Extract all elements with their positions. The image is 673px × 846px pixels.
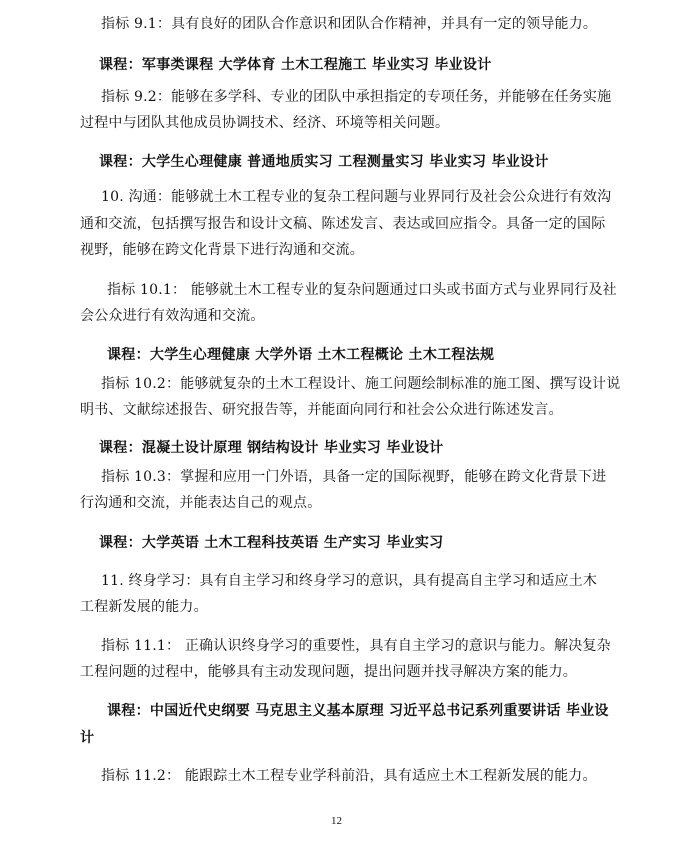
indicator-10-1-cont: 会公众进行有效沟通和交流。: [80, 308, 265, 324]
indicator-11-1-cont: 工程问题的过程中，能够具有主动发现问题，提出问题并找寻解决方案的能力。: [80, 664, 577, 680]
indicator-9-2-cont: 过程中与团队其他成员协调技术、经济、环境等相关问题。: [80, 115, 450, 131]
indicator-9-1: 指标 9.1：具有良好的团队合作意识和团队合作精神，并具有一定的领导能力。: [101, 16, 598, 32]
requirement-10: 10. 沟通：能够就土木工程专业的复杂工程问题与业界同行及社会公众进行有效沟: [101, 189, 612, 205]
page-number: 12: [331, 815, 342, 827]
indicator-10-3: 指标 10.3：掌握和应用一门外语，具备一定的国际视野，能够在跨文化背景下进: [101, 469, 607, 485]
indicator-10-2: 指标 10.2：能够就复杂的土木工程设计、施工问题绘制标准的施工图、撰写设计说: [101, 376, 621, 392]
indicator-10-1: 指标 10.1： 能够就土木工程专业的复杂问题通过口头或书面方式与业界同行及社: [107, 282, 617, 298]
indicator-11-2: 指标 11.2： 能跟踪土木工程专业学科前沿，具有适应土木工程新发展的能力。: [101, 768, 597, 784]
requirement-10-cont-2: 视野，能够在跨文化背景下进行沟通和交流。: [80, 242, 364, 258]
course-list-10-1: 课程：大学生心理健康 大学外语 土木工程概论 土木工程法规: [107, 347, 495, 363]
course-list-11-1: 课程：中国近代史纲要 马克思主义基本原理 习近平总书记系列重要讲话 毕业设: [107, 703, 609, 719]
indicator-11-1: 指标 11.1： 正确认识终身学习的重要性，具有自主学习的意识与能力。解决复杂: [101, 638, 611, 654]
course-list-9-1: 课程：军事类课程 大学体育 土木工程施工 毕业实习 毕业设计: [99, 57, 492, 73]
requirement-10-cont-1: 通和交流，包括撰写报告和设计文稿、陈述发言、表达或回应指令。具备一定的国际: [80, 216, 606, 232]
requirement-11: 11. 终身学习：具有自主学习和终身学习的意识，具有提高自主学习和适应土木: [101, 573, 598, 589]
course-list-11-1-cont: 计: [80, 730, 95, 746]
indicator-10-3-cont: 行沟通和交流，并能表达自己的观点。: [80, 495, 322, 511]
indicator-10-2-cont: 明书、文献综述报告、研究报告等，并能面向同行和社会公众进行陈述发言。: [80, 402, 563, 418]
requirement-11-cont: 工程新发展的能力。: [80, 599, 208, 615]
indicator-9-2: 指标 9.2：能够在多学科、专业的团队中承担指定的专项任务，并能够在任务实施: [101, 89, 612, 105]
course-list-10-3: 课程：大学英语 土木工程科技英语 生产实习 毕业实习: [99, 535, 444, 551]
course-list-10-2: 课程：混凝土设计原理 钢结构设计 毕业实习 毕业设计: [99, 440, 444, 456]
course-list-9-2: 课程：大学生心理健康 普通地质实习 工程测量实习 毕业实习 毕业设计: [99, 154, 549, 170]
